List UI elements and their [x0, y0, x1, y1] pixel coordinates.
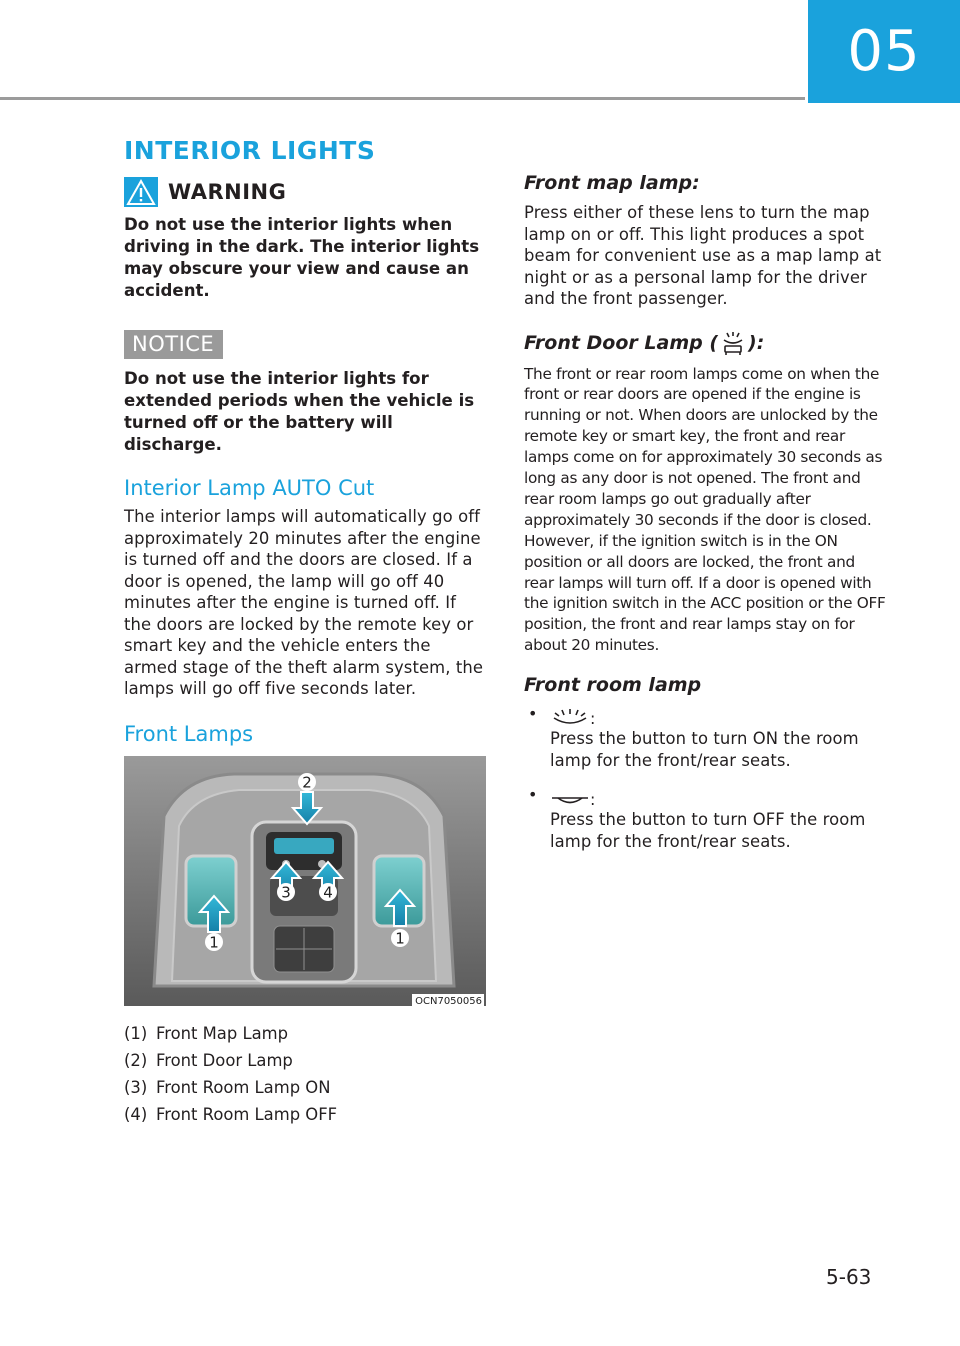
door-lamp-text: The front or rear room lamps come on when the front or rear doors are opened if the engine is running or not. When doors are unlocked by the remote key or smart key, the front and rear lamps come on for approximately 30 seconds as long as any door is not opened. The front and rear room lamps go out gradually after approximately 30 seconds if the door is closed. However, if the ignition switch is in the ON position or all doors are locked, the front and rear lamps will turn off. If a door is opened with the ignition switch in the ACC position or the OFF position, the front and rear lamps stay on for about 20 minutes.	[524, 364, 886, 655]
room-lamp-off-icon	[550, 789, 590, 809]
figure-caption-list	[124, 1020, 486, 1128]
chapter-tab: 05	[808, 0, 960, 103]
door-lamp-icon	[718, 330, 748, 356]
front-lamps-figure	[124, 756, 486, 1006]
auto-cut-text: The interior lamps will automatically go off approximately 20 minutes after the engine is turned off and the doors are closed. If a door is opened, the lamp will go off 40 minutes after the engine is turned off. If the doors are locked by the remote key or smart key and the vehicle enters the armed stage of the theft alarm system, the lamps will go off five seconds later.	[124, 507, 484, 698]
list-item: • : Press the button to turn OFF the room lamp for the front/rear seats.	[524, 785, 886, 852]
room-lamp-on-icon	[550, 708, 590, 728]
callout-1-right: 1	[395, 929, 405, 947]
warning-header	[124, 176, 486, 208]
callout-3: 3	[281, 883, 291, 901]
notice-label: NOTICE	[124, 330, 223, 359]
notice-text: Do not use the interior lights for extended periods when the vehicle is turned off or the battery will discharge.	[124, 369, 475, 454]
right-column	[524, 172, 886, 866]
callout-1-left: 1	[209, 933, 219, 951]
warning-triangle-icon	[124, 177, 158, 207]
warning-text: Do not use the interior lights when driving in the dark. The interior lights may obscure your view and cause an accident.	[124, 215, 480, 300]
caption-item: (3) Front Room Lamp ON	[124, 1077, 331, 1097]
caption-item: (1) Front Map Lamp	[124, 1023, 289, 1043]
map-lamp-text: Press either of these lens to turn the map lamp on or off. This light produces a spot beam for convenient use as a map lamp at night or as a personal lamp for the driver and the front passenger.	[524, 203, 882, 308]
page-number: 5-63	[826, 1265, 872, 1289]
door-lamp-heading: Front Door Lamp ( ):	[524, 331, 765, 354]
front-lamps-heading: Front Lamps	[124, 721, 254, 746]
map-lamp-heading: Front map lamp:	[524, 172, 700, 194]
list-item: • : Press the button to turn ON the room lamp for the front/rear seats.	[524, 704, 886, 771]
callout-2: 2	[302, 773, 312, 791]
caption-item: (4) Front Room Lamp OFF	[124, 1104, 338, 1124]
auto-cut-heading: Interior Lamp AUTO Cut	[124, 476, 375, 500]
header-rule	[0, 97, 805, 100]
left-column	[124, 176, 486, 1128]
section-title: INTERIOR LIGHTS	[124, 136, 376, 165]
room-lamp-list	[524, 704, 886, 852]
figure-code: OCN7050056	[415, 995, 482, 1006]
overhead-console-illustration	[124, 756, 486, 1006]
caption-item: (2) Front Door Lamp	[124, 1050, 293, 1070]
callout-4: 4	[323, 883, 333, 901]
warning-title: WARNING	[168, 180, 287, 204]
room-lamp-heading: Front room lamp	[524, 674, 702, 697]
